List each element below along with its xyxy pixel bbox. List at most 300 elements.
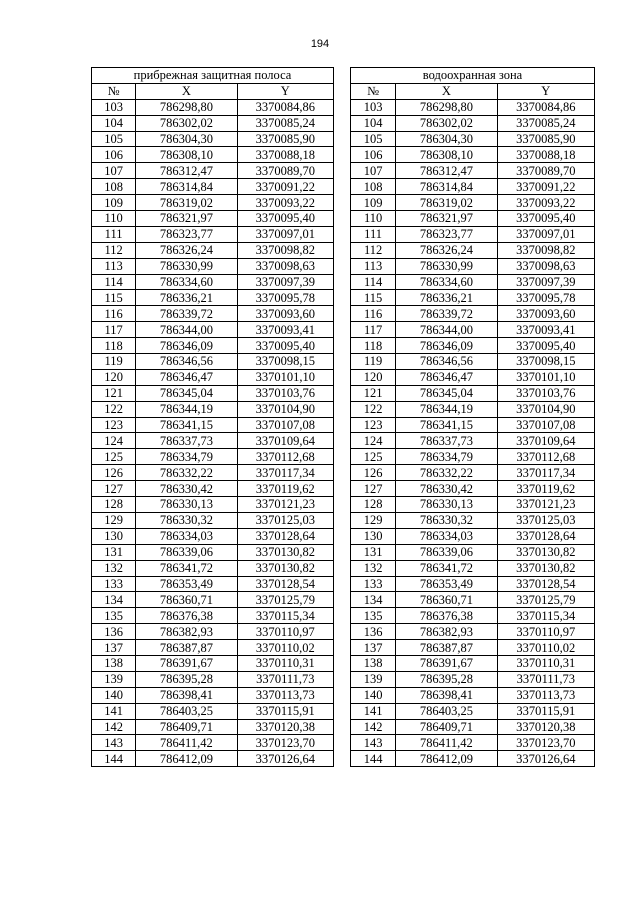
- table-row: [351, 306, 595, 322]
- cell-y: 3370093,41: [237, 322, 333, 338]
- table-row: [351, 195, 595, 211]
- cell-x: 786330,32: [136, 512, 237, 528]
- cell-y: 3370121,23: [237, 497, 333, 513]
- cell-number: 126: [92, 465, 136, 481]
- cell-y: 3370109,64: [237, 433, 333, 449]
- table-row: [351, 417, 595, 433]
- table-row: [92, 274, 334, 290]
- cell-y: 3370091,22: [497, 179, 594, 195]
- cell-y: 3370089,70: [237, 163, 333, 179]
- table-row: [92, 608, 334, 624]
- cell-y: 3370097,01: [497, 226, 594, 242]
- cell-number: 107: [351, 163, 396, 179]
- cell-y: 3370095,40: [237, 338, 333, 354]
- cell-y: 3370110,02: [237, 640, 333, 656]
- table-row: [351, 624, 595, 640]
- cell-number: 127: [351, 481, 396, 497]
- cell-y: 3370115,91: [237, 703, 333, 719]
- table-row: [351, 433, 595, 449]
- table-row: [92, 687, 334, 703]
- table-row: [92, 290, 334, 306]
- cell-number: 120: [92, 369, 136, 385]
- cell-y: 3370098,82: [237, 242, 333, 258]
- cell-x: 786360,71: [136, 592, 237, 608]
- table-row: [351, 322, 595, 338]
- cell-x: 786319,02: [396, 195, 497, 211]
- cell-x: 786339,06: [396, 544, 497, 560]
- table-row: [92, 385, 334, 401]
- cell-number: 137: [351, 640, 396, 656]
- cell-number: 120: [351, 369, 396, 385]
- cell-number: 105: [351, 131, 396, 147]
- table-row: [351, 671, 595, 687]
- cell-x: 786346,56: [136, 354, 237, 370]
- cell-y: 3370097,39: [237, 274, 333, 290]
- column-header-number: №: [92, 83, 136, 99]
- cell-y: 3370095,78: [237, 290, 333, 306]
- cell-number: 128: [351, 497, 396, 513]
- table-row: [351, 385, 595, 401]
- cell-x: 786330,32: [396, 512, 497, 528]
- cell-number: 113: [351, 258, 396, 274]
- cell-x: 786330,13: [396, 497, 497, 513]
- table-row: [351, 512, 595, 528]
- cell-y: 3370123,70: [237, 735, 333, 751]
- cell-x: 786344,19: [136, 401, 237, 417]
- cell-y: 3370113,73: [497, 687, 594, 703]
- cell-y: 3370112,68: [237, 449, 333, 465]
- cell-y: 3370095,78: [497, 290, 594, 306]
- table-row: [92, 624, 334, 640]
- table-row: [351, 290, 595, 306]
- cell-y: 3370084,86: [237, 99, 333, 115]
- table-row: [351, 147, 595, 163]
- cell-y: 3370121,23: [497, 497, 594, 513]
- cell-y: 3370089,70: [497, 163, 594, 179]
- cell-y: 3370123,70: [497, 735, 594, 751]
- cell-x: 786341,72: [136, 560, 237, 576]
- cell-number: 106: [351, 147, 396, 163]
- cell-number: 110: [92, 211, 136, 227]
- cell-y: 3370107,08: [497, 417, 594, 433]
- cell-number: 133: [92, 576, 136, 592]
- cell-number: 121: [92, 385, 136, 401]
- table-row: [351, 449, 595, 465]
- table-row: [351, 497, 595, 513]
- cell-number: 142: [92, 719, 136, 735]
- coordinates-table-water-protection-zone: [350, 67, 595, 767]
- cell-x: 786403,25: [136, 703, 237, 719]
- cell-number: 130: [92, 528, 136, 544]
- table-row: [92, 179, 334, 195]
- cell-number: 134: [351, 592, 396, 608]
- cell-number: 139: [92, 671, 136, 687]
- cell-y: 3370125,79: [497, 592, 594, 608]
- cell-y: 3370095,40: [237, 211, 333, 227]
- table-row: [351, 576, 595, 592]
- cell-y: 3370110,97: [497, 624, 594, 640]
- table-row: [92, 592, 334, 608]
- cell-number: 122: [92, 401, 136, 417]
- cell-y: 3370125,79: [237, 592, 333, 608]
- cell-number: 106: [92, 147, 136, 163]
- cell-y: 3370110,02: [497, 640, 594, 656]
- cell-x: 786395,28: [136, 671, 237, 687]
- cell-x: 786391,67: [136, 655, 237, 671]
- cell-number: 111: [92, 226, 136, 242]
- table-row: [351, 258, 595, 274]
- table-row: [92, 671, 334, 687]
- cell-x: 786339,72: [136, 306, 237, 322]
- cell-x: 786321,97: [136, 211, 237, 227]
- cell-number: 116: [351, 306, 396, 322]
- table-row: [92, 322, 334, 338]
- column-header-y: Y: [237, 83, 333, 99]
- cell-number: 122: [351, 401, 396, 417]
- table-row: [351, 481, 595, 497]
- table-row: [92, 417, 334, 433]
- cell-number: 118: [92, 338, 136, 354]
- cell-number: 139: [351, 671, 396, 687]
- cell-x: 786334,79: [396, 449, 497, 465]
- cell-x: 786412,09: [396, 751, 497, 767]
- table-row: [351, 99, 595, 115]
- page-number: 194: [310, 38, 330, 50]
- cell-y: 3370088,18: [237, 147, 333, 163]
- cell-x: 786412,09: [136, 751, 237, 767]
- cell-x: 786312,47: [396, 163, 497, 179]
- cell-number: 138: [351, 655, 396, 671]
- cell-x: 786409,71: [136, 719, 237, 735]
- cell-y: 3370091,22: [237, 179, 333, 195]
- table-row: [351, 338, 595, 354]
- cell-y: 3370098,63: [497, 258, 594, 274]
- cell-number: 114: [351, 274, 396, 290]
- cell-number: 104: [351, 115, 396, 131]
- cell-y: 3370115,91: [497, 703, 594, 719]
- cell-number: 117: [92, 322, 136, 338]
- table-row: [351, 179, 595, 195]
- cell-number: 141: [92, 703, 136, 719]
- cell-x: 786334,60: [396, 274, 497, 290]
- cell-x: 786411,42: [396, 735, 497, 751]
- cell-number: 143: [92, 735, 136, 751]
- table-row: [351, 465, 595, 481]
- cell-x: 786344,19: [396, 401, 497, 417]
- cell-x: 786336,21: [396, 290, 497, 306]
- cell-number: 134: [92, 592, 136, 608]
- cell-x: 786403,25: [396, 703, 497, 719]
- cell-y: 3370084,86: [497, 99, 594, 115]
- cell-x: 786319,02: [136, 195, 237, 211]
- table-row: [92, 544, 334, 560]
- table-row: [351, 655, 595, 671]
- cell-y: 3370126,64: [497, 751, 594, 767]
- table-row: [92, 735, 334, 751]
- cell-number: 110: [351, 211, 396, 227]
- table-row: [351, 687, 595, 703]
- cell-x: 786346,09: [136, 338, 237, 354]
- cell-y: 3370098,15: [497, 354, 594, 370]
- cell-number: 132: [92, 560, 136, 576]
- table-row: [92, 131, 334, 147]
- cell-y: 3370093,60: [497, 306, 594, 322]
- cell-number: 118: [351, 338, 396, 354]
- cell-y: 3370128,64: [237, 528, 333, 544]
- cell-number: 115: [351, 290, 396, 306]
- cell-x: 786341,15: [136, 417, 237, 433]
- column-header-x: X: [396, 83, 497, 99]
- cell-x: 786304,30: [136, 131, 237, 147]
- table-row: [92, 512, 334, 528]
- table-row: [92, 369, 334, 385]
- cell-x: 786326,24: [396, 242, 497, 258]
- cell-number: 132: [351, 560, 396, 576]
- cell-number: 133: [351, 576, 396, 592]
- cell-y: 3370120,38: [497, 719, 594, 735]
- cell-x: 786330,99: [396, 258, 497, 274]
- cell-x: 786346,47: [136, 369, 237, 385]
- cell-number: 144: [351, 751, 396, 767]
- cell-x: 786346,47: [396, 369, 497, 385]
- table-row: [92, 211, 334, 227]
- table-row: [351, 735, 595, 751]
- cell-y: 3370088,18: [497, 147, 594, 163]
- cell-y: 3370113,73: [237, 687, 333, 703]
- cell-number: 124: [92, 433, 136, 449]
- table-row: [92, 338, 334, 354]
- cell-y: 3370117,34: [497, 465, 594, 481]
- cell-number: 117: [351, 322, 396, 338]
- cell-number: 111: [351, 226, 396, 242]
- cell-y: 3370110,31: [237, 655, 333, 671]
- cell-x: 786398,41: [396, 687, 497, 703]
- cell-number: 112: [351, 242, 396, 258]
- table-title: прибрежная защитная полоса: [92, 68, 334, 84]
- cell-y: 3370130,82: [497, 560, 594, 576]
- table-row: [92, 354, 334, 370]
- cell-number: 130: [351, 528, 396, 544]
- table-row: [92, 401, 334, 417]
- cell-x: 786346,09: [396, 338, 497, 354]
- cell-x: 786341,15: [396, 417, 497, 433]
- cell-x: 786344,00: [136, 322, 237, 338]
- table-row: [351, 640, 595, 656]
- table-row: [92, 719, 334, 735]
- table-row: [92, 751, 334, 767]
- cell-x: 786304,30: [396, 131, 497, 147]
- cell-number: 143: [351, 735, 396, 751]
- table-row: [92, 481, 334, 497]
- cell-y: 3370110,31: [497, 655, 594, 671]
- table-row: [351, 369, 595, 385]
- cell-x: 786353,49: [136, 576, 237, 592]
- table-row: [92, 433, 334, 449]
- cell-number: 131: [92, 544, 136, 560]
- table-row: [92, 449, 334, 465]
- cell-number: 105: [92, 131, 136, 147]
- table-row: [92, 163, 334, 179]
- table-row: [92, 195, 334, 211]
- cell-number: 124: [351, 433, 396, 449]
- table-row: [351, 528, 595, 544]
- column-header-number: №: [351, 83, 396, 99]
- cell-y: 3370098,15: [237, 354, 333, 370]
- cell-number: 135: [351, 608, 396, 624]
- table-row: [351, 592, 595, 608]
- cell-x: 786334,03: [136, 528, 237, 544]
- cell-y: 3370097,01: [237, 226, 333, 242]
- cell-x: 786339,72: [396, 306, 497, 322]
- table-row: [92, 147, 334, 163]
- cell-y: 3370120,38: [237, 719, 333, 735]
- cell-x: 786323,77: [396, 226, 497, 242]
- cell-y: 3370093,22: [237, 195, 333, 211]
- table-row: [92, 703, 334, 719]
- cell-x: 786334,60: [136, 274, 237, 290]
- cell-y: 3370107,08: [237, 417, 333, 433]
- column-header-x: X: [136, 83, 237, 99]
- cell-y: 3370093,60: [237, 306, 333, 322]
- cell-number: 116: [92, 306, 136, 322]
- table-row: [92, 242, 334, 258]
- cell-number: 141: [351, 703, 396, 719]
- cell-y: 3370085,90: [237, 131, 333, 147]
- cell-y: 3370085,90: [497, 131, 594, 147]
- table-row: [351, 226, 595, 242]
- cell-x: 786336,21: [136, 290, 237, 306]
- cell-number: 135: [92, 608, 136, 624]
- cell-x: 786398,41: [136, 687, 237, 703]
- cell-x: 786312,47: [136, 163, 237, 179]
- cell-y: 3370115,34: [237, 608, 333, 624]
- table-row: [92, 465, 334, 481]
- cell-y: 3370093,41: [497, 322, 594, 338]
- table-row: [351, 115, 595, 131]
- table-row: [351, 544, 595, 560]
- table-row: [351, 211, 595, 227]
- cell-number: 125: [92, 449, 136, 465]
- column-header-y: Y: [497, 83, 594, 99]
- cell-y: 3370098,63: [237, 258, 333, 274]
- cell-number: 123: [92, 417, 136, 433]
- cell-number: 140: [351, 687, 396, 703]
- cell-x: 786391,67: [396, 655, 497, 671]
- cell-x: 786298,80: [136, 99, 237, 115]
- cell-number: 113: [92, 258, 136, 274]
- cell-number: 107: [92, 163, 136, 179]
- cell-y: 3370130,82: [237, 544, 333, 560]
- cell-x: 786330,13: [136, 497, 237, 513]
- cell-x: 786409,71: [396, 719, 497, 735]
- cell-x: 786334,79: [136, 449, 237, 465]
- cell-x: 786344,00: [396, 322, 497, 338]
- cell-number: 109: [92, 195, 136, 211]
- table-row: [351, 401, 595, 417]
- cell-y: 3370101,10: [497, 369, 594, 385]
- cell-x: 786345,04: [396, 385, 497, 401]
- cell-x: 786346,56: [396, 354, 497, 370]
- cell-x: 786376,38: [136, 608, 237, 624]
- cell-x: 786376,38: [396, 608, 497, 624]
- cell-x: 786302,02: [396, 115, 497, 131]
- cell-number: 127: [92, 481, 136, 497]
- cell-y: 3370111,73: [497, 671, 594, 687]
- cell-y: 3370125,03: [497, 512, 594, 528]
- cell-x: 786326,24: [136, 242, 237, 258]
- table-row: [92, 528, 334, 544]
- table-row: [351, 703, 595, 719]
- table-row: [351, 274, 595, 290]
- cell-y: 3370119,62: [237, 481, 333, 497]
- cell-number: 108: [92, 179, 136, 195]
- cell-number: 103: [351, 99, 396, 115]
- cell-y: 3370093,22: [497, 195, 594, 211]
- table-row: [351, 751, 595, 767]
- cell-x: 786382,93: [396, 624, 497, 640]
- cell-x: 786337,73: [396, 433, 497, 449]
- cell-y: 3370125,03: [237, 512, 333, 528]
- cell-number: 123: [351, 417, 396, 433]
- cell-x: 786314,84: [136, 179, 237, 195]
- cell-x: 786345,04: [136, 385, 237, 401]
- table-row: [92, 115, 334, 131]
- cell-number: 119: [92, 354, 136, 370]
- cell-x: 786298,80: [396, 99, 497, 115]
- cell-x: 786323,77: [136, 226, 237, 242]
- cell-x: 786353,49: [396, 576, 497, 592]
- cell-number: 144: [92, 751, 136, 767]
- table-body: [351, 99, 595, 766]
- table-body: [92, 99, 334, 766]
- cell-number: 126: [351, 465, 396, 481]
- table-title: водоохранная зона: [351, 68, 595, 84]
- cell-y: 3370128,54: [237, 576, 333, 592]
- cell-number: 142: [351, 719, 396, 735]
- cell-number: 108: [351, 179, 396, 195]
- cell-y: 3370128,64: [497, 528, 594, 544]
- cell-x: 786387,87: [396, 640, 497, 656]
- cell-y: 3370095,40: [497, 338, 594, 354]
- cell-y: 3370130,82: [237, 560, 333, 576]
- cell-y: 3370119,62: [497, 481, 594, 497]
- cell-number: 136: [351, 624, 396, 640]
- cell-y: 3370101,10: [237, 369, 333, 385]
- cell-y: 3370112,68: [497, 449, 594, 465]
- cell-x: 786332,22: [396, 465, 497, 481]
- cell-x: 786339,06: [136, 544, 237, 560]
- table-row: [92, 560, 334, 576]
- table-row: [351, 719, 595, 735]
- table-row: [351, 608, 595, 624]
- table-row: [92, 258, 334, 274]
- cell-number: 119: [351, 354, 396, 370]
- cell-number: 115: [92, 290, 136, 306]
- cell-x: 786308,10: [136, 147, 237, 163]
- table-row: [92, 306, 334, 322]
- cell-y: 3370085,24: [237, 115, 333, 131]
- cell-number: 128: [92, 497, 136, 513]
- cell-y: 3370111,73: [237, 671, 333, 687]
- table-row: [351, 242, 595, 258]
- cell-x: 786330,42: [396, 481, 497, 497]
- cell-y: 3370128,54: [497, 576, 594, 592]
- cell-y: 3370103,76: [497, 385, 594, 401]
- cell-y: 3370085,24: [497, 115, 594, 131]
- table-row: [92, 99, 334, 115]
- cell-x: 786395,28: [396, 671, 497, 687]
- cell-number: 138: [92, 655, 136, 671]
